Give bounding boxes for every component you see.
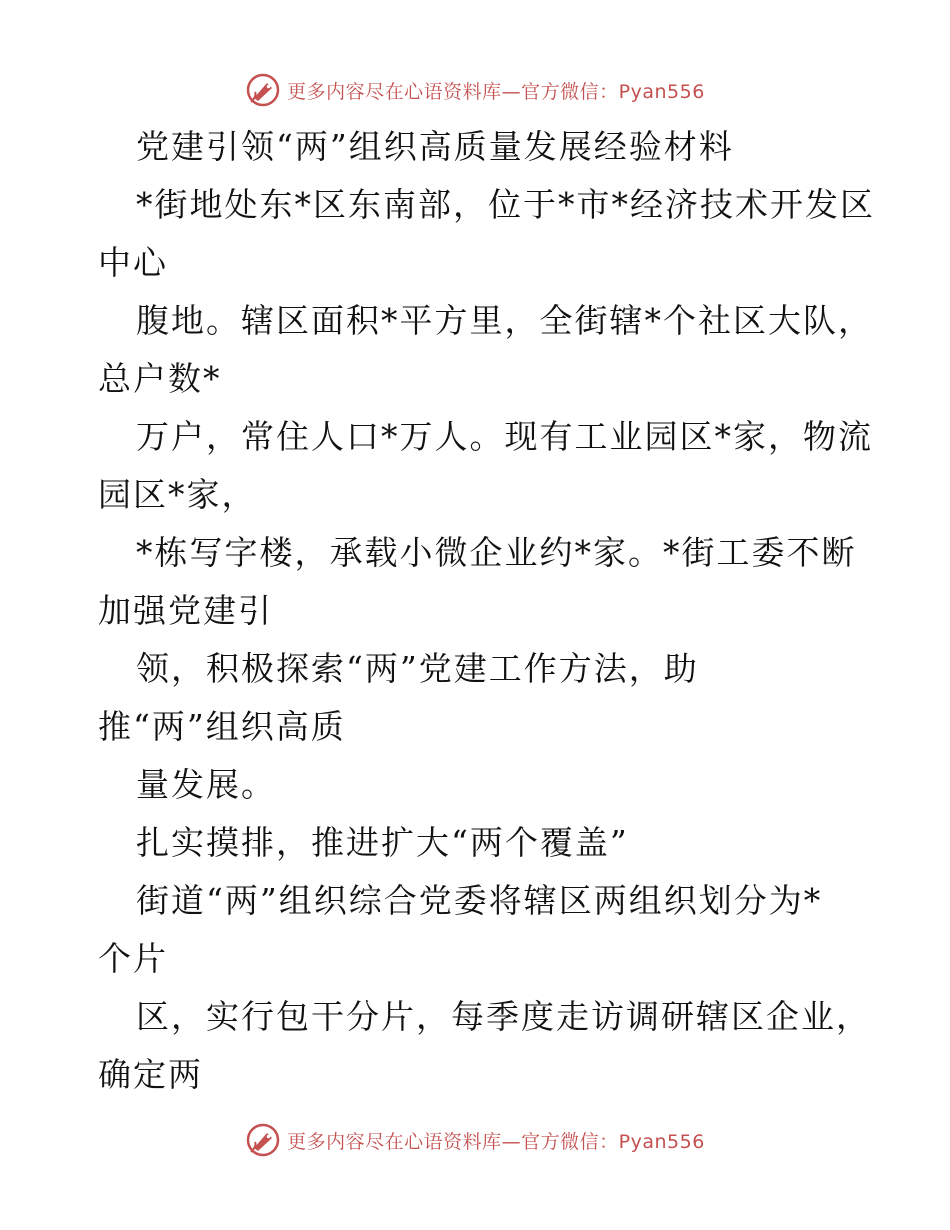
watermark-text: 更多内容尽在心语资料库—官方微信：Pyan556 (287, 1130, 705, 1153)
top-watermark-banner (0, 70, 950, 110)
pen-nib-logo-icon (245, 1122, 281, 1158)
section-heading: 扎实摸排，推进扩大“两个覆盖” (136, 823, 629, 862)
paragraph-line: 领，积极探索“两”党建工作方法，助 (136, 649, 699, 688)
paragraph-line: 个片 (98, 939, 168, 978)
paragraph-line: 中心 (98, 243, 168, 282)
paragraph-line: 区，实行包干分片，每季度走访调研辖区企业， (136, 997, 871, 1036)
paragraph-line: 街道“两”组织综合党委将辖区两组织划分为* (136, 881, 823, 920)
paragraph-line: 确定两 (98, 1055, 203, 1094)
paragraph-line: *栋写字楼，承载小微企业约*家。*街工委不断 (136, 533, 857, 572)
paragraph-line: 腹地。辖区面积*平方里，全街辖*个社区大队， (136, 301, 873, 340)
pen-nib-logo-icon (245, 72, 281, 108)
bottom-watermark-banner (0, 1120, 950, 1160)
paragraph-line: 量发展。 (136, 765, 276, 804)
paragraph-line: 万户，常住人口*万人。现有工业园区*家，物流 (136, 417, 873, 456)
watermark-text: 更多内容尽在心语资料库—官方微信：Pyan556 (287, 80, 705, 103)
document-title: 党建引领“两”组织高质量发展经验材料 (136, 127, 734, 166)
paragraph-line: 园区*家， (98, 475, 257, 514)
paragraph-line: 加强党建引 (98, 591, 273, 630)
paragraph-line: *街地处东*区东南部，位于*市*经济技术开发区 (136, 185, 875, 224)
paragraph-line: 总户数* (98, 359, 222, 398)
document-body (98, 118, 875, 1104)
paragraph-line: 推“两”组织高质 (98, 707, 346, 746)
